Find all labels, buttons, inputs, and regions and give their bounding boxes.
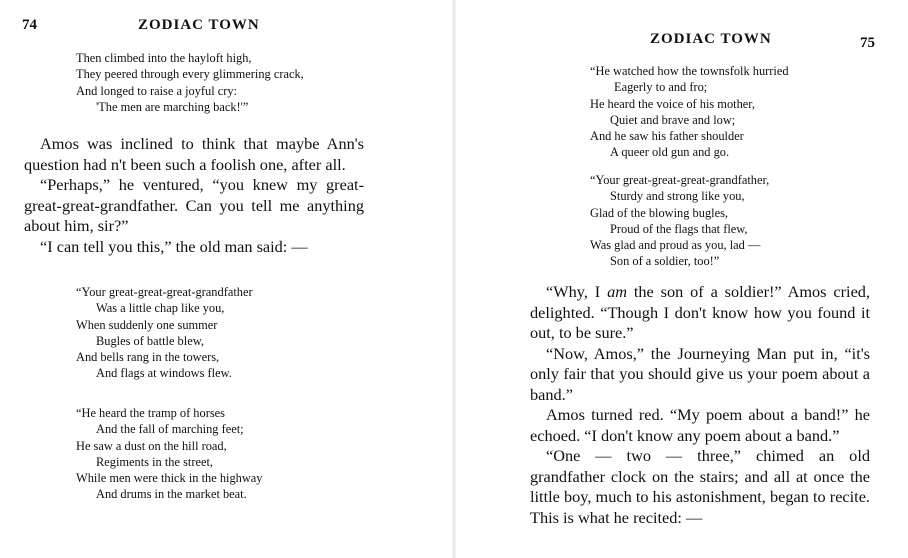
verse-line: “Your great-great-great-grandfather, [590,173,770,187]
verse-line: Was a little chap like you, [96,301,225,316]
verse-line: And he saw his father shoulder [590,129,744,144]
paragraph: Amos turned red. “My poem about a band!” he echoed. “I don't know any poem about a band.” [530,405,870,445]
right-verse-stanza-2 [590,172,769,270]
right-page-number: 75 [860,35,875,51]
text-run: “Why, I [546,282,608,301]
verse-line: And flags at windows flew. [96,366,232,381]
paragraph: “Now, Amos,” the Journeying Man put in, “it's only fair that you should give us your poem about a band.” [530,343,870,404]
verse-line: “Your great-great-great-grandfather [76,285,253,299]
emphasis: am [607,282,627,301]
paragraph: “I can tell you this,” the old man said: — [40,236,308,256]
verse-line: And drums in the market beat. [96,487,247,502]
left-running-head: ZODIAC TOWN [138,17,260,33]
left-prose [24,134,364,257]
verse-line: “He heard the tramp of horses [76,406,225,420]
left-verse-top [76,50,304,115]
paragraph: “One — two — three,” chimed an old grandfather clock on the stairs; and all at once the little boy, much to his astonishment, began to recite. This is what he recited: — [530,446,870,527]
verse-line: Then climbed into the hayloft high, [76,51,252,65]
verse-line: Quiet and brave and low; [610,112,736,127]
verse-line: Regiments in the street, [96,454,213,469]
verse-line: And longed to raise a joyful cry: [76,83,238,98]
verse-line: Proud of the flags that flew, [610,221,748,236]
verse-line: When suddenly one summer [76,317,218,332]
text-run: the son of a soldier!” Amos cried, delighted. “Though I don't know how you found it out, to be sure.” [530,282,871,342]
right-verse-stanza-1 [590,63,789,161]
left-page-number: 74 [22,17,37,33]
verse-line: Was glad and proud as you, lad — [590,238,761,253]
right-running-head: ZODIAC TOWN [650,31,772,47]
verse-line: 'The men are marching back!'” [96,99,249,114]
left-verse-stanza-1 [76,284,253,382]
verse-line: Glad of the blowing bugles, [590,205,728,220]
verse-line: He heard the voice of his mother, [590,96,755,111]
verse-line: And the fall of marching feet; [96,422,244,437]
verse-line: And bells rang in the towers, [76,350,220,365]
paragraph: “Perhaps,” he ventured, “you knew my great-great-great-grandfather. Can you tell me anything about him, sir?” [24,175,364,235]
verse-line: Bugles of battle blew, [96,333,204,348]
right-page [454,0,908,558]
verse-line: While men were thick in the highway [76,471,263,486]
verse-line: He saw a dust on the hill road, [76,438,227,453]
paragraph [530,282,870,344]
right-prose [530,282,870,528]
paragraph: Amos was inclined to think that maybe Ann's question had n't been such a foolish one, after all. [24,134,364,174]
verse-line: They peered through every glimmering crack, [76,67,304,82]
verse-line: Eagerly to and fro; [614,80,708,95]
verse-line: Sturdy and strong like you, [610,189,745,204]
verse-line: Son of a soldier, too!” [610,254,720,269]
verse-line: “He watched how the townsfolk hurried [590,64,789,78]
left-verse-stanza-2 [76,405,263,503]
verse-line: A queer old gun and go. [610,145,730,160]
